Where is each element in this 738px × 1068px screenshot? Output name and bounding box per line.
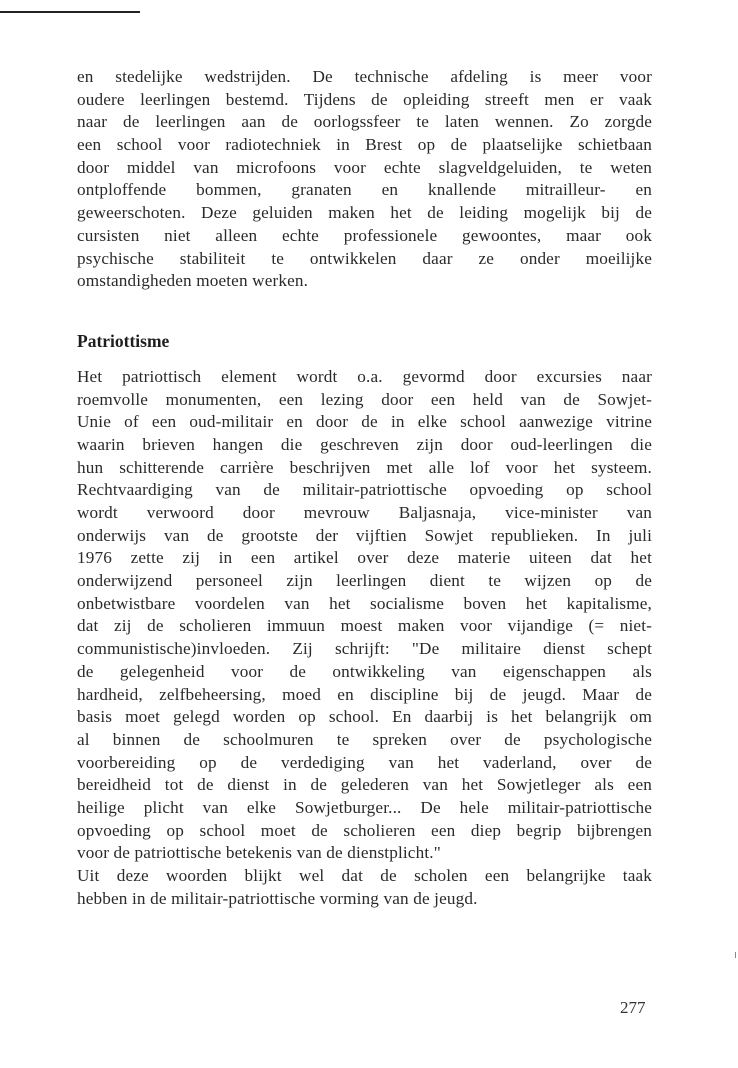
text-line: oudere leerlingen bestemd. Tijdens de opleiding streeft men er vaak (77, 89, 652, 109)
text-line: basis moet gelegd worden op school. En daarbij is het belangrijk om (77, 707, 652, 727)
text-line: Unie of een oud-militair en door de in elke school aanwezige vitrine (77, 412, 652, 432)
text-line: voorbereiding op de verdediging van het vaderland, over de (77, 752, 652, 772)
text-line: ontploffende bommen, granaten en knallende mitrailleur- en (77, 180, 652, 200)
top-rule (0, 11, 140, 13)
paragraph-1 (77, 66, 652, 293)
text-line: geweerschoten. Deze geluiden maken het de leiding mogelijk bij de (77, 203, 652, 223)
text-line: Het patriottisch element wordt o.a. gevormd door excursies naar (77, 366, 652, 386)
text-line: de gelegenheid voor de ontwikkeling van eigenschappen als (77, 661, 652, 681)
text-line: naar de leerlingen aan de oorlogssfeer te laten wennen. Zo zorgde (77, 112, 652, 132)
text-line: omstandigheden moeten werken. (77, 271, 309, 291)
section-heading: Patriottisme (77, 330, 170, 351)
text-line: Uit deze woorden blijkt wel dat de scholen een belangrijke taak (77, 866, 652, 885)
scan-mark (735, 952, 736, 958)
page-number: 277 (620, 998, 646, 1017)
page-body (77, 66, 652, 910)
text-line: al binnen de schoolmuren te spreken over de psychologische (77, 729, 652, 749)
text-line: roemvolle monumenten, een lezing door een held van de Sowjet- (77, 389, 652, 409)
text-line: Rechtvaardiging van de militair-patriottische opvoeding op school (77, 480, 652, 500)
text-line: heilige plicht van elke Sowjetburger... De hele militair-patriottische (77, 797, 652, 817)
text-line: 1976 zette zij in een artikel over deze materie uiteen dat het (77, 548, 652, 568)
text-line: hebben in de militair-patriottische vorming van de jeugd. (77, 888, 478, 908)
text-line: bereidheid tot de dienst in de gelederen van het Sowjetleger als een (77, 775, 652, 795)
text-line: waarin brieven hangen die geschreven zijn door oud-leerlingen die (77, 434, 652, 454)
text-line: onderwijs van de grootste der vijftien Sowjet republieken. In juli (77, 525, 652, 545)
text-line: hun schitterende carrière beschrijven met alle lof voor het systeem. (77, 457, 652, 477)
text-line: hardheid, zelfbeheersing, moed en discipline bij de jeugd. Maar de (77, 684, 652, 704)
text-line: cursisten niet alleen echte professionele gewoontes, maar ook (77, 225, 652, 245)
text-line: voor de patriottische betekenis van de dienstplicht." (77, 843, 441, 863)
text-line: wordt verwoord door mevrouw Baljasnaja, vice-minister van (77, 503, 652, 522)
text-line: door middel van microfoons voor echte slagveldgeluiden, te weten (77, 157, 652, 177)
paragraph-3 (77, 865, 652, 910)
paragraph-2 (77, 366, 652, 865)
text-line: onderwijzend personeel zijn leerlingen dient te wijzen op de (77, 571, 652, 591)
text-line: opvoeding op school moet de scholieren een diep begrip bijbrengen (77, 820, 652, 840)
text-line: communistische)invloeden. Zij schrijft: "De militaire dienst schept (77, 639, 652, 659)
text-line: en stedelijke wedstrijden. De technische afdeling is meer voor (77, 67, 652, 86)
text-line: een school voor radiotechniek in Brest op de plaatselijke schietbaan (77, 135, 652, 155)
text-line: dat zij de scholieren immuun moest maken voor vijandige (= niet- (77, 616, 652, 636)
text-line: onbetwistbare voordelen van het socialisme boven het kapitalisme, (77, 593, 652, 613)
text-line: psychische stabiliteit te ontwikkelen daar ze onder moeilijke (77, 248, 652, 268)
